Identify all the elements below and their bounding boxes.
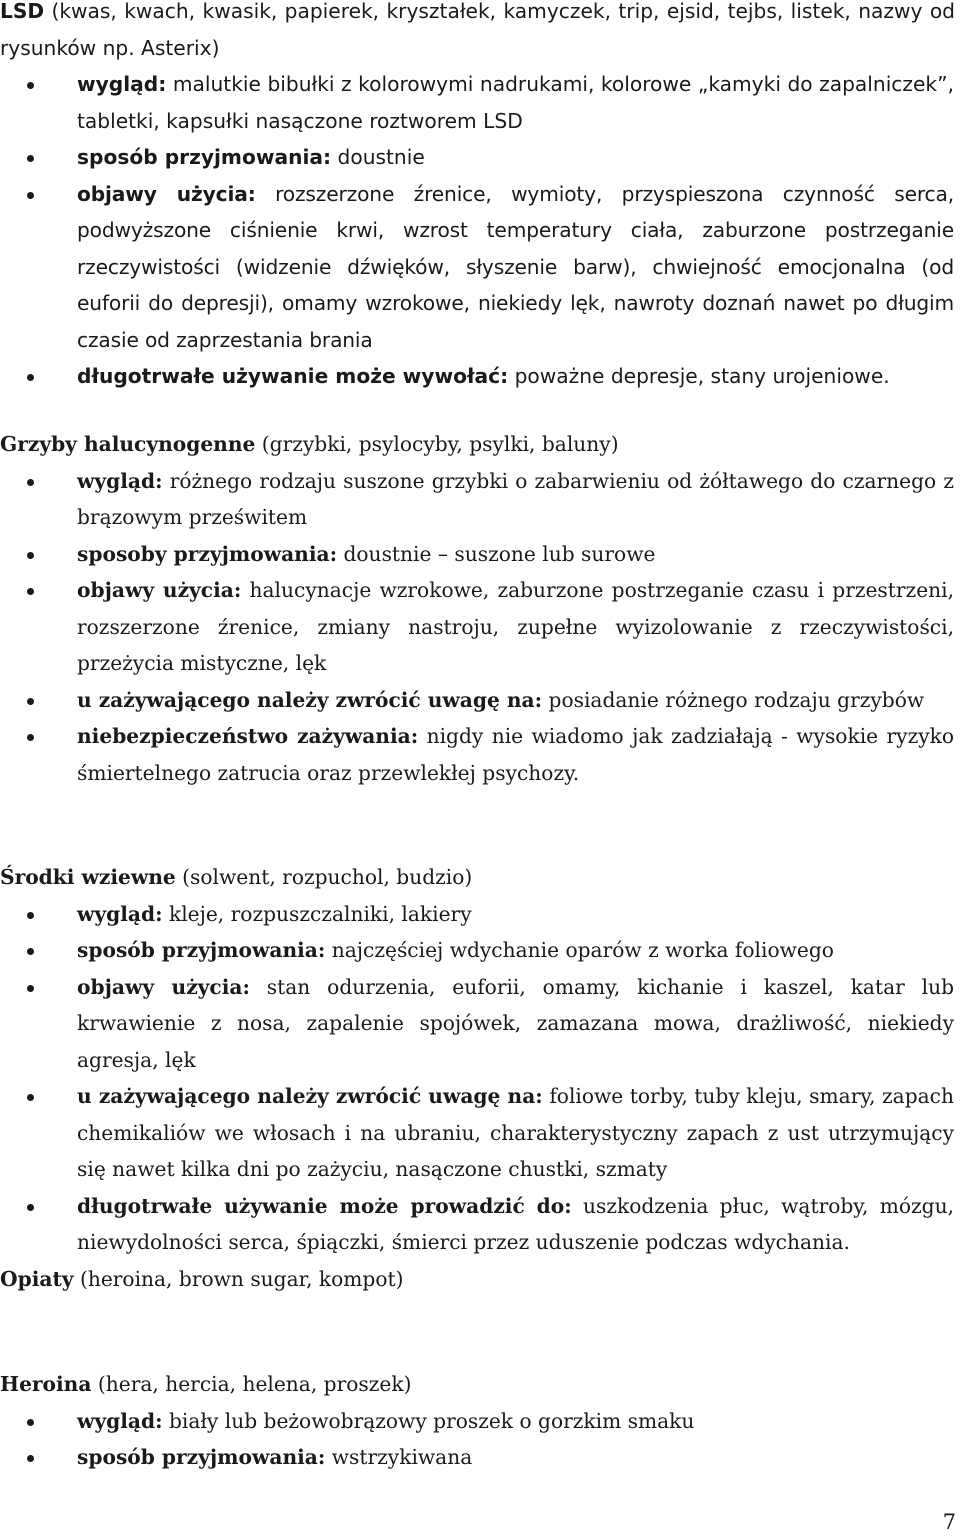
item-label: objawy użycia: — [77, 578, 242, 602]
item-text: stan odurzenia, euforii, omamy, kichanie i kaszel, katar lub krwawienie z nosa, zapalenie spojówek, zamazana mowa, drażliwość, niekiedy agresja, lęk — [77, 974, 955, 1072]
list-item — [0, 932, 958, 969]
bullet-icon — [27, 1455, 34, 1462]
lsd-list — [0, 66, 958, 395]
item-text: kleje, rozpuszczalniki, lakiery — [168, 901, 472, 926]
srodki-aliases: (solwent, rozpuchol, budzio) — [182, 865, 473, 889]
section-lsd — [0, 0, 958, 395]
item-text: biały lub beżowobrązowy proszek o gorzkim smaku — [168, 1408, 695, 1433]
item-label: wygląd: — [77, 901, 163, 926]
list-item — [0, 682, 958, 719]
item-text: wstrzykiwana — [331, 1445, 473, 1469]
bullet-icon — [27, 985, 34, 992]
list-item — [0, 1188, 958, 1261]
list-item — [0, 1403, 958, 1440]
heroina-list — [0, 1403, 958, 1476]
bullet-icon — [27, 192, 34, 199]
opiaty-aliases: (heroina, brown sugar, kompot) — [79, 1266, 404, 1291]
item-label: sposób przyjmowania: — [77, 145, 332, 169]
item-text: różnego rodzaju suszone grzybki o zabarwieniu od żółtawego do czarnego z brązowym prześwitem — [77, 468, 954, 529]
srodki-heading — [0, 859, 958, 896]
item-label: objawy użycia: — [77, 181, 256, 206]
list-item — [0, 1078, 958, 1188]
bullet-icon — [27, 1094, 34, 1101]
item-text: malutkie bibułki z kolorowymi nadrukami, kolorowe „kamyki do zapalniczek”, tabletki, kapsułki nasączone roztworem LSD — [77, 72, 954, 133]
bullet-icon — [27, 948, 34, 955]
item-text: doustnie – suszone lub surowe — [343, 541, 656, 566]
list-item — [0, 1439, 958, 1476]
item-text: halucynacje wzrokowe, zaburzone postrzeganie czasu i przestrzeni, rozszerzone źrenice, zmiany nastroju, zupełne wyizolowanie z rzeczywistości, przeżycia mistyczne, lęk — [77, 578, 955, 675]
opiaty-title: Opiaty — [0, 1266, 74, 1291]
lsd-aliases: (kwas, kwach, kwasik, papierek, kryształek, kamyczek, trip, ejsid, tejbs, listek, nazwy od rysunków np. Asterix) — [0, 0, 955, 60]
item-text: rozszerzone źrenice, wymioty, przyspieszona czynność serca, podwyższone ciśnienie krwi, wzrost temperatury ciała, zaburzone postrzeganie rzeczywistości (widzenie dźwięków, słyszenie barw), chwiejność emocjonalna (od euforii do depresji), omamy wzrokowe, niekiedy lęk, nawroty doznań nawet po długim czasie od zaprzestania brania — [77, 181, 954, 352]
lsd-heading — [0, 0, 955, 66]
item-label: długotrwałe używanie może prowadzić do: — [77, 1193, 572, 1218]
srodki-list — [0, 896, 958, 1261]
list-item — [0, 176, 958, 359]
bullet-icon — [27, 374, 34, 381]
item-label: niebezpieczeństwo zażywania: — [77, 724, 419, 748]
item-text: poważne depresje, stany urojeniowe. — [514, 364, 890, 388]
bullet-icon — [27, 82, 34, 89]
list-item — [0, 536, 958, 573]
bullet-icon — [27, 912, 34, 919]
item-label: wygląd: — [77, 72, 167, 96]
bullet-icon — [27, 698, 34, 705]
opiaty-heading — [0, 1261, 958, 1298]
heroina-heading — [0, 1366, 958, 1403]
section-heroina — [0, 1366, 958, 1476]
bullet-icon — [27, 552, 34, 559]
list-item — [0, 139, 958, 176]
item-text: nigdy nie wiadomo jak zadziałają - wysokie ryzyko śmiertelnego zatrucia oraz przewlekłej psychozy. — [77, 724, 954, 785]
list-item — [0, 969, 958, 1079]
bullet-icon — [27, 734, 34, 741]
bullet-icon — [27, 588, 34, 595]
lsd-title: LSD — [0, 0, 45, 23]
bullet-icon — [27, 155, 34, 162]
item-label: długotrwałe używanie może wywołać: — [77, 364, 509, 388]
grzyby-list — [0, 463, 958, 792]
grzyby-title: Grzyby halucynogenne — [0, 432, 256, 456]
bullet-icon — [27, 1419, 34, 1426]
heroina-title: Heroina — [0, 1372, 92, 1396]
item-text: najczęściej wdychanie oparów z worka foliowego — [331, 938, 834, 962]
list-item — [0, 896, 958, 933]
item-label: sposób przyjmowania: — [77, 1445, 326, 1469]
list-item — [0, 66, 958, 139]
item-label: sposób przyjmowania: — [77, 938, 326, 962]
heroina-aliases: (hera, hercia, helena, proszek) — [97, 1372, 412, 1396]
section-srodki-wziewne — [0, 859, 958, 1297]
bullet-icon — [27, 479, 34, 486]
item-label: wygląd: — [77, 468, 163, 493]
item-label: u zażywającego należy zwrócić uwagę na: — [77, 1084, 543, 1108]
srodki-title: Środki wziewne — [0, 865, 176, 889]
list-item — [0, 463, 958, 536]
item-text: foliowe torby, tuby kleju, smary, zapach chemikaliów we włosach i na ubraniu, charakterystyczny zapach z ust utrzymujący się nawet kilka dni po zażyciu, nasączone chustki, szmaty — [77, 1084, 954, 1181]
item-text: posiadanie różnego rodzaju grzybów — [548, 687, 925, 712]
list-item — [0, 572, 958, 682]
item-text: uszkodzenia płuc, wątroby, mózgu, niewydolności serca, śpiączki, śmierci przez uduszenie podczas wdychania. — [77, 1193, 954, 1254]
grzyby-aliases: (grzybki, psylocyby, psylki, baluny) — [261, 432, 619, 456]
item-label: objawy użycia: — [77, 974, 250, 999]
bullet-icon — [27, 1204, 34, 1211]
page-number: 7 — [942, 1510, 956, 1534]
item-label: sposoby przyjmowania: — [77, 541, 338, 566]
section-grzyby — [0, 426, 958, 791]
list-item — [0, 718, 958, 791]
list-item — [0, 358, 958, 395]
item-label: wygląd: — [77, 1408, 163, 1433]
grzyby-heading — [0, 426, 958, 463]
item-text: doustnie — [337, 145, 425, 169]
item-label: u zażywającego należy zwrócić uwagę na: — [77, 687, 543, 712]
